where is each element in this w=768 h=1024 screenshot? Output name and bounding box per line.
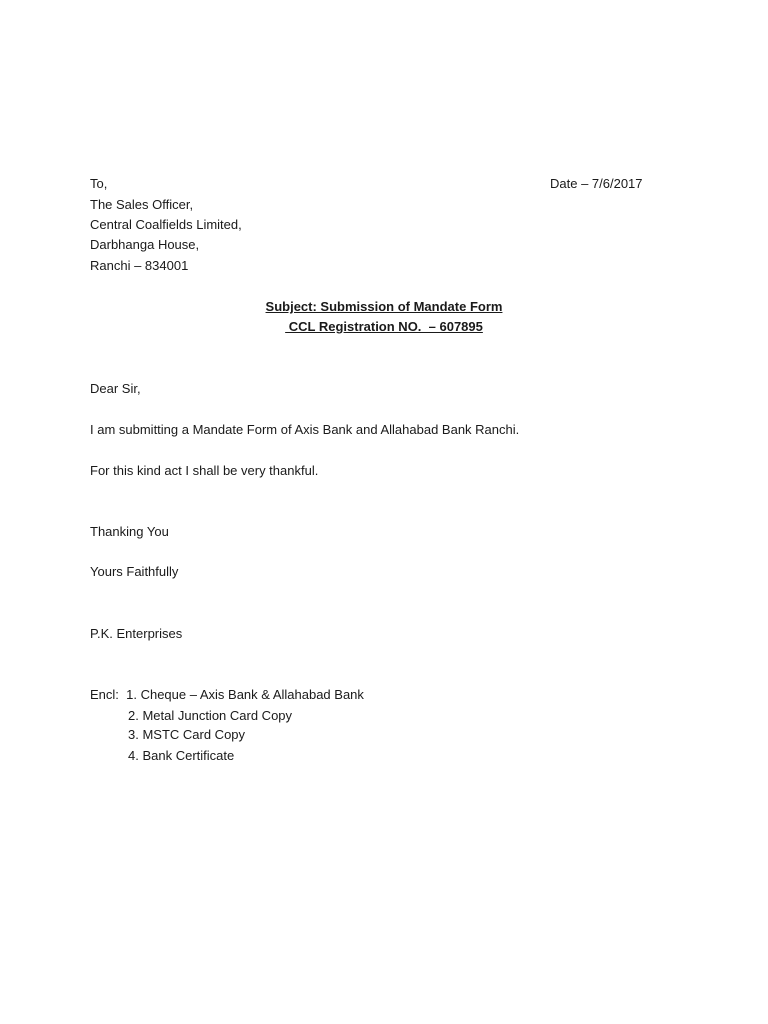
recipient-line-company: Central Coalfields Limited, — [90, 217, 242, 232]
registration-number: CCL Registration NO. – 607895 — [285, 319, 483, 334]
signatory-name: P.K. Enterprises — [90, 626, 183, 641]
salutation: Dear Sir, — [90, 381, 141, 396]
enclosure-item: 4. Bank Certificate — [128, 748, 235, 763]
letter-date: Date – 7/6/2017 — [550, 176, 643, 191]
thanking-line: Thanking You — [90, 524, 169, 539]
enclosure-item: 2. Metal Junction Card Copy — [128, 708, 293, 723]
subject-heading: Subject: Submission of Mandate Form — [265, 299, 503, 314]
body-paragraph-2: For this kind act I shall be very thankful. — [90, 463, 319, 478]
recipient-line-to: To, — [90, 176, 108, 191]
closing-line: Yours Faithfully — [90, 564, 179, 579]
recipient-line-building: Darbhanga House, — [90, 237, 200, 252]
recipient-line-title: The Sales Officer, — [90, 197, 194, 212]
enclosure-first-item: Encl: 1. Cheque – Axis Bank & Allahabad Bank — [90, 687, 364, 702]
enclosure-item: 3. MSTC Card Copy — [128, 727, 246, 742]
recipient-line-city: Ranchi – 834001 — [90, 258, 189, 273]
body-paragraph-1: I am submitting a Mandate Form of Axis Bank and Allahabad Bank Ranchi. — [90, 422, 520, 437]
